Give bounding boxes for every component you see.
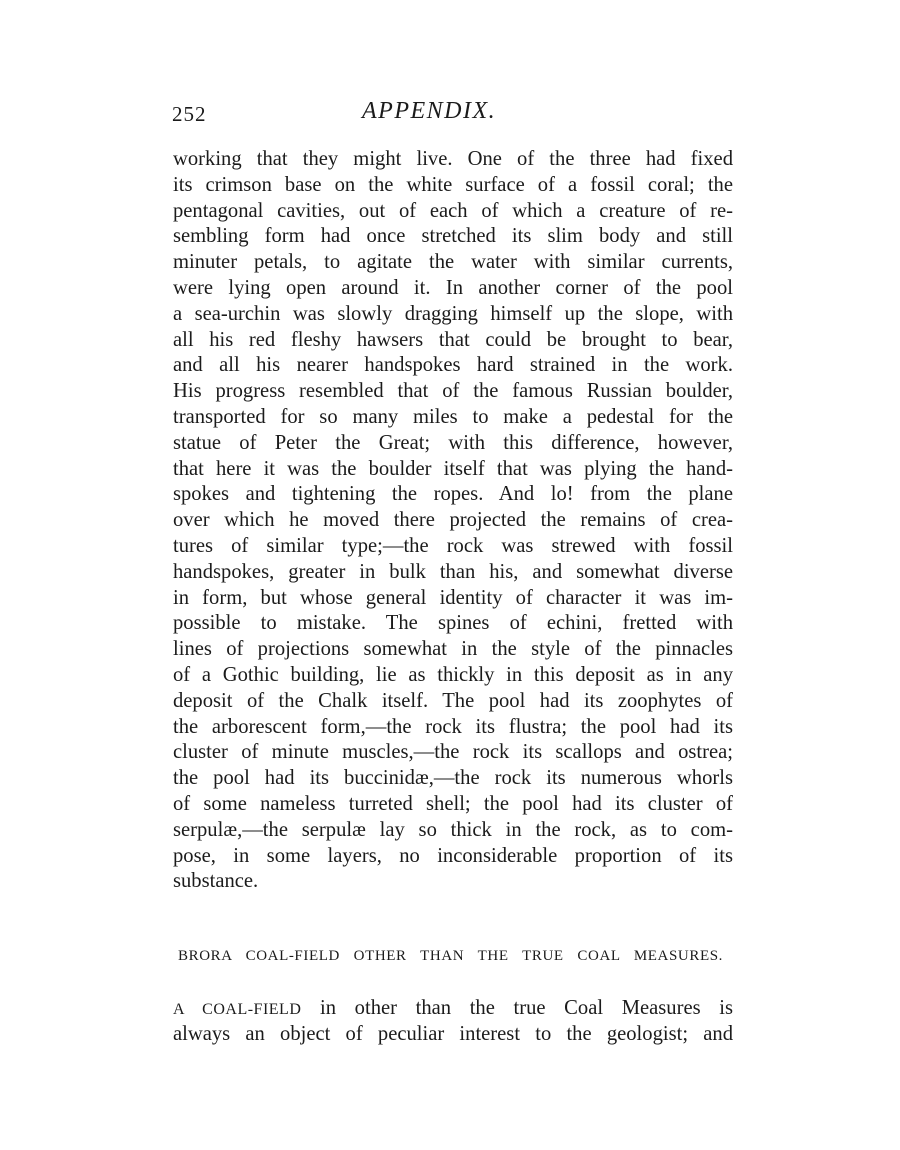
text-line: substance. bbox=[173, 870, 259, 893]
section-heading: BRORA COAL-FIELD OTHER THAN THE TRUE COAL MEASURES. bbox=[178, 948, 723, 964]
running-title: APPENDIX. bbox=[362, 98, 497, 124]
text-line: tures of similar type;—the rock was strewed with fossil bbox=[173, 534, 733, 557]
text-line: statue of Peter the Great; with this difference, however, bbox=[173, 431, 733, 454]
text-line: of some nameless turreted shell; the pool had its cluster of bbox=[173, 792, 733, 815]
text-line: the pool had its buccinidæ,—the rock its numerous whorls bbox=[173, 767, 733, 790]
text-line: always an object of peculiar interest to the geologist; and bbox=[173, 1022, 733, 1045]
text-line: sembling form had once stretched its slim body and still bbox=[173, 225, 733, 248]
text-line: pose, in some layers, no inconsiderable proportion of its bbox=[173, 844, 733, 867]
text-line: a sea-urchin was slowly dragging himself up the slope, with bbox=[173, 302, 733, 325]
text-line: were lying open around it. In another corner of the pool bbox=[173, 276, 733, 299]
text-line: pentagonal cavities, out of each of which a creature of re- bbox=[173, 199, 733, 222]
text-line: deposit of the Chalk itself. The pool had its zoophytes of bbox=[173, 689, 733, 712]
text-line: serpulæ,—the serpulæ lay so thick in the rock, as to com- bbox=[173, 818, 733, 841]
text-line: its crimson base on the white surface of a fossil coral; the bbox=[173, 173, 733, 196]
lead-smallcaps: A COAL-FIELD bbox=[173, 1001, 302, 1018]
text-line: spokes and tightening the ropes. And lo! from the plane bbox=[173, 483, 733, 506]
text-line: all his red fleshy hawsers that could be brought to bear, bbox=[173, 328, 733, 351]
text-line: minuter petals, to agitate the water with similar currents, bbox=[173, 251, 733, 274]
text-line: cluster of minute muscles,—the rock its scallops and ostrea; bbox=[173, 741, 733, 764]
text-line: lines of projections somewhat in the style of the pinnacles bbox=[173, 638, 733, 661]
running-head bbox=[172, 98, 732, 132]
text-line: of a Gothic building, lie as thickly in this deposit as in any bbox=[173, 663, 733, 686]
lead-rest: in other than the true Coal Measures is bbox=[301, 997, 733, 1019]
body-text bbox=[173, 147, 733, 895]
text-line: the arborescent form,—the rock its flustra; the pool had its bbox=[173, 715, 733, 738]
text-line: His progress resembled that of the famous Russian boulder, bbox=[173, 380, 733, 403]
text-line: working that they might live. One of the three had fixed bbox=[173, 148, 733, 170]
text-line: that here it was the boulder itself that was plying the hand- bbox=[173, 457, 733, 480]
text-line: handspokes, greater in bulk than his, and somewhat diverse bbox=[173, 560, 733, 583]
page-number: 252 bbox=[172, 102, 207, 126]
section-text bbox=[173, 996, 733, 1048]
text-line: and all his nearer handspokes hard strained in the work. bbox=[173, 354, 733, 377]
text-line bbox=[173, 996, 733, 1022]
text-line: possible to mistake. The spines of echini, fretted with bbox=[173, 612, 733, 635]
text-line: transported for so many miles to make a pedestal for the bbox=[173, 405, 733, 428]
text-line: over which he moved there projected the remains of crea- bbox=[173, 509, 733, 532]
text-line: in form, but whose general identity of character it was im- bbox=[173, 586, 733, 609]
